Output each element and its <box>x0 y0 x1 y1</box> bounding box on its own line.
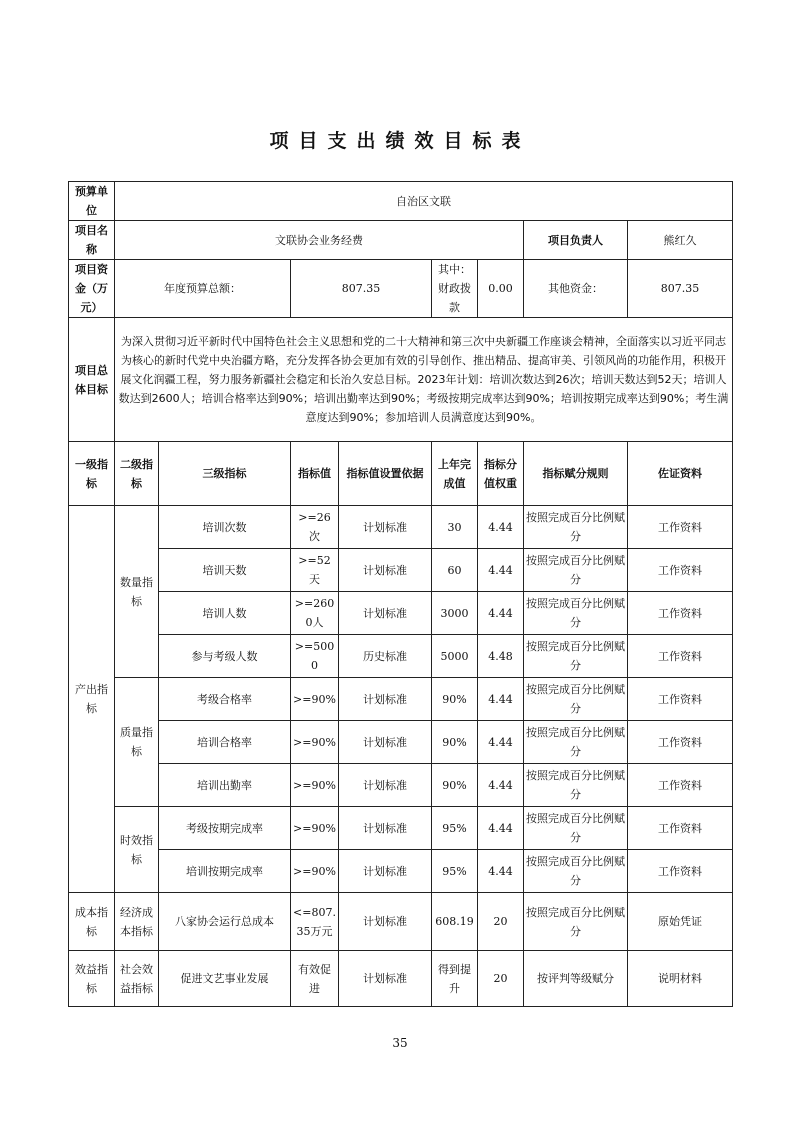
level1-indicator: 成本指标 <box>69 893 115 951</box>
annual-budget-value: 807.35 <box>291 260 432 318</box>
budget-unit-value: 自治区文联 <box>115 182 733 221</box>
column-header: 指标值设置依据 <box>339 442 432 506</box>
table-row <box>69 721 733 764</box>
level1-indicator: 产出指标 <box>69 506 115 893</box>
column-header: 上年完成值 <box>432 442 478 506</box>
overall-goal-text: 为深入贯彻习近平新时代中国特色社会主义思想和党的二十大精神和第三次中央新疆工作座谈会精神，全面落实以习近平同志为核心的新时代党中央治疆方略，充分发挥各协会更加有效的引导创作、推出精品、提高审美、引领风尚的功能作用，积极开展文化润疆工程，努力服务新疆社会稳定和长治久安总目标。2023年计划：培训次数达到26次；培训天数达到52天；培训人数达到2600人；培训合格率达到90%；培训出勤率达到90%；考级按期完成率达到90%；培训按期完成率达到90%；考生满意度达到90%；参加培训人员满意度达到90%。 <box>115 318 733 442</box>
value-basis: 计划标准 <box>339 764 432 807</box>
scoring-rule: 按照完成百分比例赋分 <box>524 807 628 850</box>
indicator-value: >=52天 <box>291 549 339 592</box>
column-header: 三级指标 <box>159 442 291 506</box>
indicator-value: 有效促进 <box>291 951 339 1007</box>
table-row <box>69 506 733 549</box>
level3-indicator: 培训按期完成率 <box>159 850 291 893</box>
evidence-material: 原始凭证 <box>628 893 733 951</box>
value-basis: 计划标准 <box>339 678 432 721</box>
indicator-weight: 4.44 <box>478 678 524 721</box>
last-year-value: 5000 <box>432 635 478 678</box>
evidence-material: 工作资料 <box>628 635 733 678</box>
evidence-material: 工作资料 <box>628 850 733 893</box>
page-number: 35 <box>392 1036 408 1050</box>
level2-indicator: 时效指标 <box>115 807 159 893</box>
indicator-value: >=90% <box>291 721 339 764</box>
scoring-rule: 按照完成百分比例赋分 <box>524 678 628 721</box>
last-year-value: 90% <box>432 678 478 721</box>
table-row <box>69 893 733 951</box>
funds-label: 项目资金（万元） <box>69 260 115 318</box>
table-row <box>69 592 733 635</box>
other-funds-value: 807.35 <box>628 260 733 318</box>
indicator-value: <=807.35万元 <box>291 893 339 951</box>
indicator-weight: 20 <box>478 893 524 951</box>
project-name-row <box>69 221 733 260</box>
indicator-weight: 4.44 <box>478 764 524 807</box>
level3-indicator: 培训出勤率 <box>159 764 291 807</box>
evidence-material: 工作资料 <box>628 549 733 592</box>
indicator-weight: 4.44 <box>478 807 524 850</box>
project-name-label: 项目名称 <box>69 221 115 260</box>
table-row <box>69 807 733 850</box>
level3-indicator: 考级按期完成率 <box>159 807 291 850</box>
last-year-value: 90% <box>432 764 478 807</box>
evidence-material: 工作资料 <box>628 592 733 635</box>
level3-indicator: 培训人数 <box>159 592 291 635</box>
value-basis: 计划标准 <box>339 951 432 1007</box>
indicator-weight: 4.44 <box>478 549 524 592</box>
table-row <box>69 951 733 1007</box>
scoring-rule: 按照完成百分比例赋分 <box>524 635 628 678</box>
evidence-material: 工作资料 <box>628 721 733 764</box>
level3-indicator: 促进文艺事业发展 <box>159 951 291 1007</box>
value-basis: 计划标准 <box>339 893 432 951</box>
value-basis: 历史标准 <box>339 635 432 678</box>
evidence-material: 工作资料 <box>628 506 733 549</box>
overall-goal-row <box>69 318 733 442</box>
overall-goal-label: 项目总体目标 <box>69 318 115 442</box>
level2-indicator: 社会效益指标 <box>115 951 159 1007</box>
value-basis: 计划标准 <box>339 850 432 893</box>
level3-indicator: 培训次数 <box>159 506 291 549</box>
budget-unit-label: 预算单位 <box>69 182 115 221</box>
indicator-value: >=2600人 <box>291 592 339 635</box>
table-row <box>69 764 733 807</box>
scoring-rule: 按照完成百分比例赋分 <box>524 721 628 764</box>
fiscal-allocation-value: 0.00 <box>478 260 524 318</box>
indicator-weight: 4.44 <box>478 506 524 549</box>
level2-indicator: 数量指标 <box>115 506 159 678</box>
indicator-value: >=90% <box>291 678 339 721</box>
scoring-rule: 按照完成百分比例赋分 <box>524 893 628 951</box>
indicator-value: >=90% <box>291 764 339 807</box>
project-name-value: 文联协会业务经费 <box>115 221 524 260</box>
scoring-rule: 按照完成百分比例赋分 <box>524 764 628 807</box>
last-year-value: 90% <box>432 721 478 764</box>
last-year-value: 3000 <box>432 592 478 635</box>
table-row <box>69 549 733 592</box>
level3-indicator: 八家协会运行总成本 <box>159 893 291 951</box>
evidence-material: 工作资料 <box>628 764 733 807</box>
evidence-material: 工作资料 <box>628 807 733 850</box>
project-leader-label: 项目负责人 <box>524 221 628 260</box>
table-row <box>69 850 733 893</box>
value-basis: 计划标准 <box>339 592 432 635</box>
column-header: 指标赋分规则 <box>524 442 628 506</box>
last-year-value: 95% <box>432 807 478 850</box>
budget-unit-row <box>69 182 733 221</box>
table-row <box>69 635 733 678</box>
funds-row <box>69 260 733 318</box>
evidence-material: 工作资料 <box>628 678 733 721</box>
indicator-value: >=5000 <box>291 635 339 678</box>
column-header: 指标分值权重 <box>478 442 524 506</box>
level3-indicator: 培训天数 <box>159 549 291 592</box>
scoring-rule: 按评判等级赋分 <box>524 951 628 1007</box>
scoring-rule: 按照完成百分比例赋分 <box>524 592 628 635</box>
indicator-value: >=90% <box>291 807 339 850</box>
level3-indicator: 参与考级人数 <box>159 635 291 678</box>
table-row <box>69 678 733 721</box>
column-header: 佐证资料 <box>628 442 733 506</box>
indicator-weight: 4.44 <box>478 850 524 893</box>
page-title: 项目支出绩效目标表 <box>269 130 531 152</box>
indicator-weight: 4.44 <box>478 592 524 635</box>
level3-indicator: 培训合格率 <box>159 721 291 764</box>
scoring-rule: 按照完成百分比例赋分 <box>524 506 628 549</box>
column-header: 指标值 <box>291 442 339 506</box>
indicator-weight: 4.44 <box>478 721 524 764</box>
level2-indicator: 质量指标 <box>115 678 159 807</box>
level1-indicator: 效益指标 <box>69 951 115 1007</box>
last-year-value: 95% <box>432 850 478 893</box>
indicator-weight: 4.48 <box>478 635 524 678</box>
level2-indicator: 经济成本指标 <box>115 893 159 951</box>
value-basis: 计划标准 <box>339 549 432 592</box>
fiscal-allocation-label: 其中：财政拨款 <box>432 260 478 318</box>
value-basis: 计划标准 <box>339 506 432 549</box>
project-leader-value: 熊红久 <box>628 221 733 260</box>
indicator-value: >=90% <box>291 850 339 893</box>
indicator-value: >=26次 <box>291 506 339 549</box>
column-header: 二级指标 <box>115 442 159 506</box>
value-basis: 计划标准 <box>339 721 432 764</box>
last-year-value: 得到提升 <box>432 951 478 1007</box>
annual-budget-label: 年度预算总额： <box>115 260 291 318</box>
value-basis: 计划标准 <box>339 807 432 850</box>
level3-indicator: 考级合格率 <box>159 678 291 721</box>
last-year-value: 60 <box>432 549 478 592</box>
other-funds-label: 其他资金： <box>524 260 628 318</box>
column-header: 一级指标 <box>69 442 115 506</box>
last-year-value: 608.19 <box>432 893 478 951</box>
evidence-material: 说明材料 <box>628 951 733 1007</box>
scoring-rule: 按照完成百分比例赋分 <box>524 850 628 893</box>
indicator-weight: 20 <box>478 951 524 1007</box>
indicator-header-row <box>69 442 733 506</box>
performance-goal-table <box>68 181 733 1007</box>
last-year-value: 30 <box>432 506 478 549</box>
scoring-rule: 按照完成百分比例赋分 <box>524 549 628 592</box>
